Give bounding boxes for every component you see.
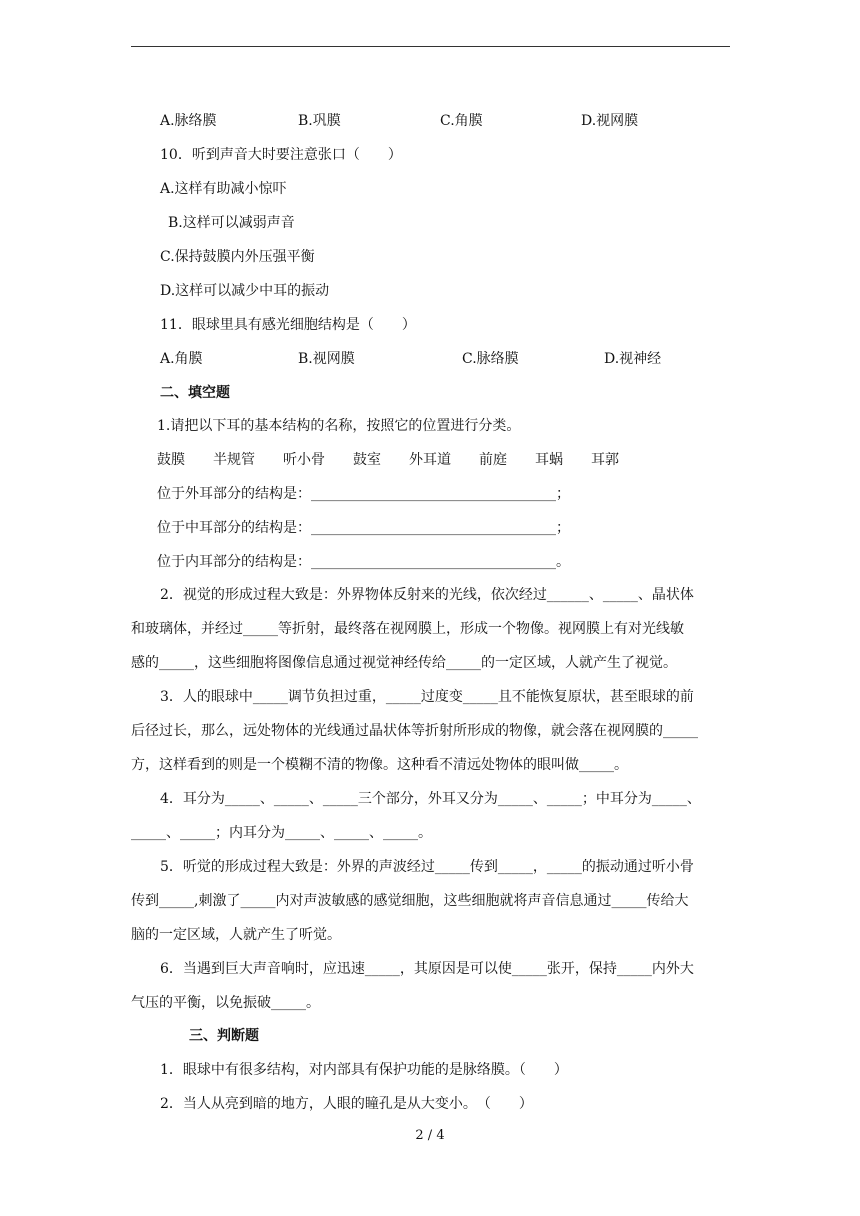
fill-q2-line-1: 2．视觉的形成过程大致是：外界物体反射来的光线，依次经过______、_____、晶状体	[160, 587, 694, 603]
q11-option-a: A.角膜	[160, 351, 203, 367]
page-separator: /	[427, 1128, 433, 1143]
q10-option-a: A.这样有助减小惊吓	[160, 181, 287, 197]
q10-option-b: B.这样可以减弱声音	[168, 215, 295, 231]
page-total: 4	[436, 1128, 445, 1143]
section-3-title: 三、判断题	[189, 1028, 259, 1044]
q10-stem: 10．听到声音大时要注意张口（ ）	[160, 147, 402, 163]
fill-q1-stem: 1.请把以下耳的基本结构的名称，按照它的位置进行分类。	[157, 418, 521, 434]
q11-option-b: B.视网膜	[298, 351, 355, 367]
fill-q5-line-2: 传到_____,刺激了_____内对声波敏感的感觉细胞，这些细胞就将声音信息通过_____传给大	[131, 893, 689, 909]
fill-q3-line-1: 3．人的眼球中_____调节负担过重，_____过度变_____且不能恢复原状，甚至眼球的前	[160, 689, 694, 705]
fill-q3-line-2: 后径过长，那么，远处物体的光线通过晶状体等折射所形成的物像，就会落在视网膜的_____	[131, 723, 698, 739]
fill-q3-line-3: 方，这样看到的则是一个模糊不清的物像。这种看不清远处物体的眼叫做_____。	[131, 757, 628, 773]
page-number: 2	[415, 1128, 424, 1143]
fill-q6-line-2: 气压的平衡，以免振破_____。	[131, 995, 320, 1011]
q10-option-d: D.这样可以减少中耳的振动	[160, 283, 330, 299]
fill-q1-outer-ear: 位于外耳部分的结构是：___________________________________；	[157, 486, 570, 502]
judge-q2: 2．当人从亮到暗的地方，人眼的瞳孔是从大变小。 （ ）	[160, 1096, 533, 1112]
q10-option-c: C.保持鼓膜内外压强平衡	[160, 249, 315, 265]
q9-option-d: D.视网膜	[581, 113, 639, 129]
fill-q5-line-3: 脑的一定区域，人就产生了听觉。	[131, 927, 341, 943]
judge-q1: 1．眼球中有很多结构，对内部具有保护功能的是脉络膜。（ ）	[160, 1062, 568, 1078]
fill-q1-inner-ear: 位于内耳部分的结构是：___________________________________。	[157, 554, 570, 570]
q11-stem: 11．眼球里具有感光细胞结构是（ ）	[160, 317, 416, 333]
fill-q4-line-2: _____、_____；内耳分为_____、_____、_____。	[131, 825, 432, 841]
q9-option-a: A.脉络膜	[160, 113, 217, 129]
q11-option-d: D.视神经	[604, 351, 662, 367]
header-rule	[131, 46, 730, 47]
fill-q6-line-1: 6．当遇到巨大声音响时，应迅速_____，其原因是可以使_____张开，保持_____内外大	[160, 961, 694, 977]
fill-q5-line-1: 5．听觉的形成过程大致是：外界的声波经过_____传到_____，_____的振动通过听小骨	[160, 859, 694, 875]
fill-q2-line-2: 和玻璃体，并经过_____等折射，最终落在视网膜上，形成一个物像。视网膜上有对光线敏	[131, 621, 684, 637]
section-2-title: 二、填空题	[160, 385, 230, 401]
q9-option-c: C.角膜	[440, 113, 483, 129]
page-footer	[0, 1128, 860, 1143]
q11-option-c: C.脉络膜	[462, 351, 519, 367]
fill-q1-middle-ear: 位于中耳部分的结构是：___________________________________；	[157, 520, 570, 536]
fill-q2-line-3: 感的_____，这些细胞将图像信息通过视觉神经传给_____的一定区域，人就产生了视觉。	[131, 655, 677, 671]
fill-q4-line-1: 4．耳分为_____、_____、_____三个部分，外耳又分为_____、_____；中耳分为_____、	[160, 791, 701, 807]
fill-q1-terms: 鼓膜 半规管 听小骨 鼓室 外耳道 前庭 耳蜗 耳郭	[157, 452, 619, 468]
q9-option-b: B.巩膜	[298, 113, 341, 129]
